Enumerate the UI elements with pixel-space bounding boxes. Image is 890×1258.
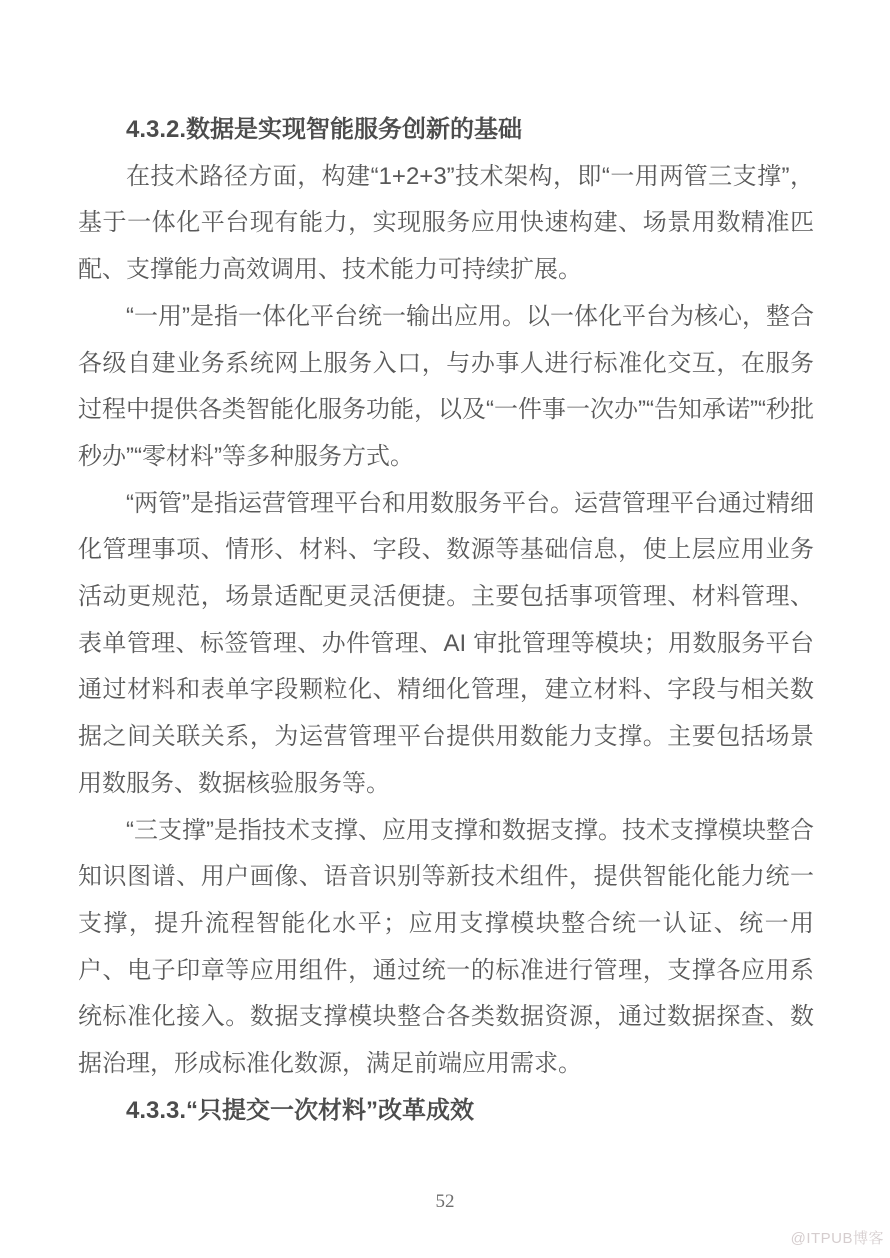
document-body — [78, 107, 814, 1134]
watermark: @ITPUB博客 — [790, 1230, 884, 1247]
paragraph-tech-path: 在技术路径方面，构建“1+2+3”技术架构，即“一用两管三支撑”，基于一体化平台现有能力，实现服务应用快速构建、场景用数精准匹配、支撑能力高效调用、技术能力可持续扩展。 — [78, 162, 814, 284]
paragraph-two-manage: “两管”是指运营管理平台和用数服务平台。运营管理平台通过精细化管理事项、情形、材料、字段、数源等基础信息，使上层应用业务活动更规范，场景适配更灵活便捷。主要包括事项管理、材料管理、表单管理、标签管理、办件管理、AI 审批管理等模块；用数服务平台通过材料和表单字段颗粒化、精细化管理，建立材料、字段与相关数据之间关联关系，为运营管理平台提供用数能力支撑。主要包括场景用数服务、数据核验服务等。 — [78, 489, 814, 797]
heading-4-3-3: 4.3.3.“只提交一次材料”改革成效 — [126, 1096, 475, 1124]
page-number: 52 — [435, 1191, 455, 1212]
paragraph-three-support: “三支撑”是指技术支撑、应用支撑和数据支撑。技术支撑模块整合知识图谱、用户画像、语音识别等新技术组件，提供智能化能力统一支撑，提升流程智能化水平；应用支撑模块整合统一认证、统一用户、电子印章等应用组件，通过统一的标准进行管理，支撑各应用系统标准化接入。数据支撑模块整合各类数据资源，通过数据探查、数据治理，形成标准化数源，满足前端应用需求。 — [78, 816, 814, 1078]
heading-4-3-2: 4.3.2.数据是实现智能服务创新的基础 — [126, 116, 523, 143]
paragraph-one-use: “一用”是指一体化平台统一输出应用。以一体化平台为核心，整合各级自建业务系统网上服务入口，与办事人进行标准化交互，在服务过程中提供各类智能化服务功能，以及“一件事一次办”“告知承诺”“秒批秒办”“零材料”等多种服务方式。 — [78, 302, 814, 470]
